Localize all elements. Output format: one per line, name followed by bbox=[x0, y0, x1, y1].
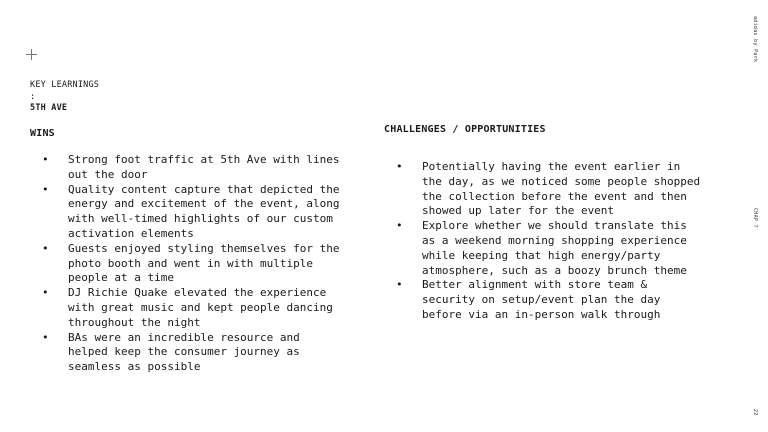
list-item bbox=[42, 286, 342, 330]
bullet-icon: • bbox=[396, 160, 403, 173]
kicker-title: KEY LEARNINGS bbox=[30, 80, 100, 90]
bullet-icon: • bbox=[42, 153, 49, 166]
wins-list bbox=[42, 153, 342, 375]
kicker-separator: : bbox=[30, 91, 36, 102]
list-item-text: Potentially having the event earlier in the day, as we noticed some people shopped the collection before the event and then showed up later for the event bbox=[422, 160, 701, 218]
wins-heading: WINS bbox=[30, 128, 55, 139]
plus-icon bbox=[26, 49, 37, 60]
list-item bbox=[42, 331, 342, 375]
side-brand-label: adidas by Park bbox=[752, 16, 758, 63]
list-item bbox=[396, 219, 706, 278]
bullet-icon: • bbox=[42, 330, 49, 344]
list-item-text: Strong foot traffic at 5th Ave with lines out the door bbox=[68, 153, 340, 181]
section-kicker bbox=[30, 80, 99, 115]
list-item-text: DJ Richie Quake elevated the experience with great music and kept people dancing throughout the night bbox=[68, 286, 333, 329]
bullet-icon: • bbox=[396, 219, 403, 233]
list-item bbox=[42, 153, 342, 183]
challenges-heading: CHALLENGES / OPPORTUNITIES bbox=[384, 124, 546, 135]
list-item bbox=[42, 183, 342, 242]
list-item bbox=[396, 160, 706, 219]
bullet-icon: • bbox=[42, 286, 49, 300]
side-section-label: CHAP 7 bbox=[752, 208, 758, 228]
bullet-icon: • bbox=[42, 182, 49, 196]
list-item bbox=[42, 242, 342, 286]
list-item-text: Guests enjoyed styling themselves for the photo booth and went in with multiple people at a time bbox=[68, 241, 340, 285]
kicker-location: 5TH AVE bbox=[30, 103, 68, 113]
challenges-list bbox=[396, 160, 706, 323]
bullet-icon: • bbox=[396, 278, 403, 292]
page-number: 22 bbox=[752, 409, 758, 416]
list-item-text: Quality content capture that depicted the energy and excitement of the event, along with well-timed highlights of our custom activation elements bbox=[68, 182, 340, 240]
list-item-text: BAs were an incredible resource and helped keep the consumer journey as seamless as possible bbox=[68, 330, 300, 374]
bullet-icon: • bbox=[42, 241, 49, 255]
list-item bbox=[396, 278, 706, 322]
list-item-text: Better alignment with store team & security on setup/event plan the day before via an in-person walk through bbox=[422, 278, 661, 321]
list-item-text: Explore whether we should translate this as a weekend morning shopping experience while keeping that high energy/party atmosphere, such as a boozy brunch theme bbox=[422, 219, 687, 277]
